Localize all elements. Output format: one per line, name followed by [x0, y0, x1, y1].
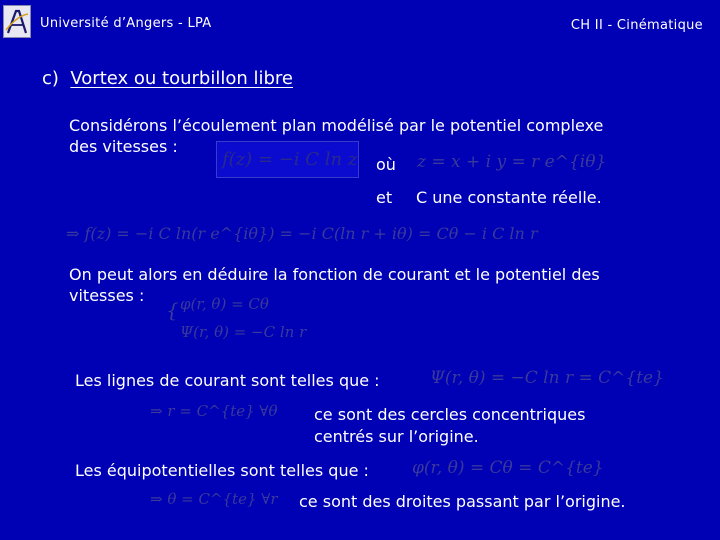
section-marker: c)	[42, 68, 59, 89]
streamlines-formula: Ψ(r, θ) = −C ln r = C^{te}	[430, 368, 664, 388]
et-word: et	[376, 188, 393, 207]
system-brace-icon: {	[166, 298, 179, 322]
streamlines-implication: ⇒ r = C^{te} ∀θ	[150, 402, 278, 420]
section-title-text: Vortex ou tourbillon libre	[70, 68, 293, 89]
system-line1: φ(r, θ) = Cθ	[180, 295, 269, 313]
system-line2: Ψ(r, θ) = −C ln r	[180, 323, 307, 341]
para2-line1: On peut alors en déduire la fonction de courant et le potentiel des	[69, 265, 600, 284]
equipotentials-implication: ⇒ θ = C^{te} ∀r	[150, 490, 278, 508]
z-definition: z = x + i y = r e^{iθ}	[417, 152, 607, 172]
equipotentials-conclusion: ce sont des droites passant par l’origine.	[299, 492, 626, 511]
ou-word: où	[376, 155, 396, 174]
header-left: Université d’Angers - LPA	[40, 16, 212, 31]
equipotentials-formula: φ(r, θ) = Cθ = C^{te}	[412, 458, 604, 478]
header-right: CH II - Cinématique	[570, 18, 703, 33]
streamlines-conclusion-line1: ce sont des cercles concentriques	[314, 405, 586, 424]
constant-description: C une constante réelle.	[416, 188, 602, 207]
streamlines-conclusion-line2: centrés sur l’origine.	[314, 427, 479, 446]
derivation-formula: ⇒ f(z) = −i C ln(r e^{iθ}) = −i C(ln r + iθ) = Cθ − i C ln r	[66, 224, 538, 243]
university-logo	[3, 5, 31, 38]
complex-potential-formula: f(z) = −i C ln z	[222, 149, 358, 170]
para2-line2: vitesses :	[69, 286, 145, 305]
streamlines-text: Les lignes de courant sont telles que :	[75, 371, 380, 390]
logo-icon	[4, 6, 30, 37]
para1-line1: Considérons l’écoulement plan modélisé par le potentiel complexe	[69, 116, 604, 135]
section-title	[42, 68, 293, 89]
para1-line2: des vitesses :	[69, 137, 178, 156]
equipotentials-text: Les équipotentielles sont telles que :	[75, 461, 369, 480]
